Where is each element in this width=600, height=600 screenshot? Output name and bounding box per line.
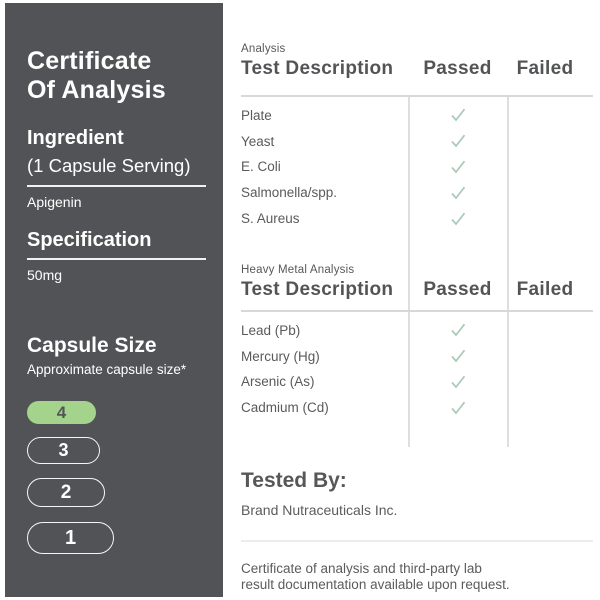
- test-name: Mercury (Hg): [241, 348, 320, 364]
- passed-check-icon: [408, 184, 507, 202]
- passed-check-icon: [408, 158, 507, 176]
- test-name: E. Coli: [241, 159, 281, 175]
- table-row: [241, 318, 593, 344]
- test-name: Arsenic (As): [241, 374, 315, 390]
- table-row: [241, 206, 593, 232]
- analysis-table-rows: [241, 103, 593, 232]
- test-name: Lead (Pb): [241, 322, 301, 338]
- footnote-line-1: Certificate of analysis and third-party lab: [241, 561, 482, 576]
- check-icon: [449, 132, 467, 150]
- capsule-size-heading: Capsule Size: [27, 334, 157, 357]
- column-header-test-description: Test Description: [241, 58, 394, 79]
- tested-by-heading: Tested By:: [241, 469, 347, 492]
- capsule-size-3[interactable]: 3: [27, 437, 100, 464]
- column-header-failed: Failed: [516, 58, 574, 79]
- test-name: S. Aureus: [241, 211, 300, 227]
- capsule-size-4-selected[interactable]: 4: [27, 401, 96, 424]
- analysis-section-label: Analysis: [241, 43, 286, 55]
- heavy-metal-table: [241, 263, 593, 421]
- page-title-line-2: Of Analysis: [27, 76, 166, 104]
- heavy-metal-table-rows: [241, 318, 593, 421]
- analysis-content: [241, 0, 593, 600]
- test-name: Salmonella/spp.: [241, 185, 338, 201]
- passed-check-icon: [408, 399, 507, 417]
- table-row: [241, 103, 593, 129]
- heavy-metal-section-label: Heavy Metal Analysis: [241, 264, 355, 276]
- specification-divider: [27, 258, 206, 260]
- passed-check-icon: [408, 373, 507, 391]
- test-name: Plate: [241, 107, 272, 123]
- table-row: [241, 343, 593, 369]
- passed-check-icon: [408, 106, 507, 124]
- page-title-line-1: Certificate: [27, 47, 152, 75]
- column-header-passed: Passed: [423, 58, 492, 79]
- ingredient-value: Apigenin: [27, 194, 82, 210]
- specification-value: 50mg: [27, 267, 63, 283]
- column-header-failed: Failed: [516, 279, 574, 300]
- heavy-metal-table-header: [241, 277, 593, 303]
- capsule-size-options: [27, 401, 114, 554]
- specification-heading: Specification: [27, 229, 152, 251]
- check-icon: [449, 106, 467, 124]
- footnote-line-2: result documentation available upon request.: [241, 576, 510, 592]
- check-icon: [449, 184, 467, 202]
- check-icon: [449, 158, 467, 176]
- ingredient-divider: [27, 185, 206, 187]
- passed-check-icon: [408, 321, 507, 339]
- table-row: [241, 369, 593, 395]
- table-header-divider: [241, 95, 593, 97]
- check-icon: [449, 373, 467, 391]
- capsule-size-2[interactable]: 2: [27, 478, 105, 507]
- capsule-size-note: Approximate capsule size*: [27, 362, 187, 377]
- table-header-divider: [241, 310, 593, 312]
- table-row: [241, 128, 593, 154]
- footnote: [241, 561, 510, 592]
- passed-check-icon: [408, 347, 507, 365]
- column-header-passed: Passed: [423, 279, 492, 300]
- analysis-table-header: [241, 56, 593, 82]
- analysis-table: [241, 42, 593, 231]
- table-row: [241, 154, 593, 180]
- column-header-test-description: Test Description: [241, 279, 394, 300]
- passed-check-icon: [408, 132, 507, 150]
- check-icon: [449, 210, 467, 228]
- table-row: [241, 180, 593, 206]
- page-title: [27, 47, 166, 105]
- check-icon: [449, 399, 467, 417]
- table-row: [241, 395, 593, 421]
- ingredient-subheading: (1 Capsule Serving): [27, 155, 191, 176]
- test-name: Yeast: [241, 133, 275, 149]
- ingredient-heading: Ingredient: [27, 127, 124, 149]
- sidebar-panel: [5, 3, 223, 597]
- capsule-size-1[interactable]: 1: [27, 522, 114, 554]
- footnote-divider: [241, 540, 593, 542]
- tested-by-section: [241, 469, 397, 518]
- check-icon: [449, 347, 467, 365]
- check-icon: [449, 321, 467, 339]
- tested-by-value: Brand Nutraceuticals Inc.: [241, 502, 398, 518]
- passed-check-icon: [408, 210, 507, 228]
- test-name: Cadmium (Cd): [241, 400, 329, 416]
